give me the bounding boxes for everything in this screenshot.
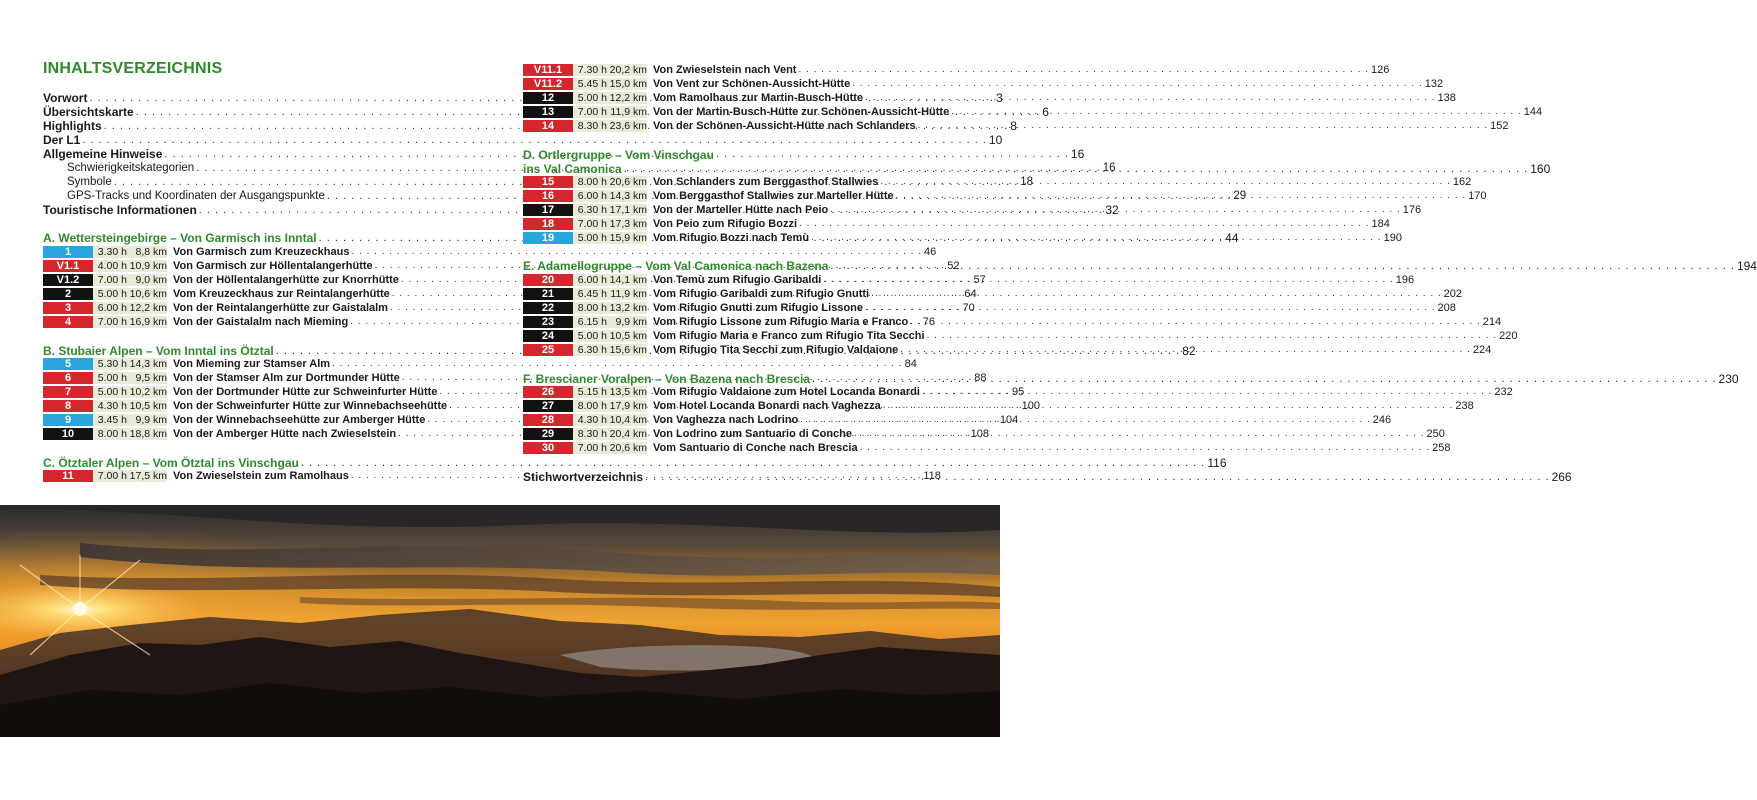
tour-page: 57	[973, 274, 986, 286]
tour-duration: 8.00 h	[573, 176, 607, 188]
tour-distance: 17,5 km	[127, 470, 167, 482]
section-title: D. Ortlergruppe – Vom Vinschgau	[523, 148, 714, 162]
tour-title: Von Peio zum Rifugio Bozzi	[653, 218, 798, 230]
tour-distance: 11,9 km	[607, 106, 647, 118]
tour-page: 88	[974, 372, 987, 384]
tour-leader	[951, 106, 1522, 118]
tour-page: 246	[1372, 414, 1392, 426]
tour-number-badge: 9	[43, 414, 93, 426]
tour-page: 220	[1499, 330, 1518, 342]
section-leader	[301, 456, 1206, 470]
section-title-line2: ins Val Camonica	[523, 162, 622, 176]
tour-duration: 5.45 h	[573, 78, 607, 90]
tour-page: 138	[1437, 92, 1456, 104]
tour-duration: 6.45 h	[573, 288, 607, 300]
tour-distance: 16,9 km	[127, 316, 167, 328]
tour-distance: 10,4 km	[607, 414, 647, 426]
tour-leader	[871, 288, 1442, 300]
toc-entry-leader	[82, 133, 987, 147]
tour-title: Von der Martin-Busch-Hütte zur Schönen-Aussicht-Hütte	[653, 106, 950, 118]
tour-duration: 5.00 h	[93, 386, 127, 398]
tour-duration: 7.00 h	[573, 218, 607, 230]
tour-number-badge: 12	[523, 92, 573, 104]
tour-page: 104	[999, 414, 1019, 426]
tour-title: Vom Ramolhaus zur Martin-Busch-Hütte	[653, 92, 864, 104]
tour-row[interactable]	[523, 442, 1451, 454]
tour-title: Vom Hotel Locanda Bonardi nach Vaghezza	[653, 400, 881, 412]
tour-duration: 7.00 h	[93, 470, 127, 482]
tour-distance: 14,3 km	[127, 358, 167, 370]
tour-row[interactable]	[523, 106, 1543, 118]
tour-duration: 8.00 h	[573, 302, 607, 314]
sunset-mountains-image	[0, 505, 1000, 737]
section-title: A. Wettersteingebirge – Von Garmisch ins Inntal	[43, 231, 317, 245]
tour-duration: 4.30 h	[573, 414, 607, 426]
tour-leader	[800, 414, 1371, 426]
tour-duration: 7.00 h	[573, 442, 607, 454]
tour-distance: 20,2 km	[607, 64, 647, 76]
tour-page: 84	[904, 358, 917, 370]
tour-row[interactable]	[523, 414, 1392, 426]
tour-title: Vom Berggasthof Stallwies zur Marteller Hütte	[653, 190, 894, 202]
tour-distance: 17,1 km	[607, 204, 647, 216]
tour-duration: 6.15 h	[573, 316, 607, 328]
tour-row[interactable]	[523, 330, 1518, 342]
tour-distance: 8,8 km	[127, 246, 167, 258]
tour-distance: 10,2 km	[127, 386, 167, 398]
tour-leader	[798, 64, 1369, 76]
tour-duration: 5.00 h	[573, 330, 607, 342]
tour-distance: 9,9 km	[127, 414, 167, 426]
tour-title: Von Garmisch zur Höllentalangerhütte	[173, 260, 373, 272]
toc-entry-title: Vorwort	[43, 91, 88, 105]
tour-page: 208	[1437, 302, 1456, 314]
index-entry-page: 266	[1551, 470, 1572, 484]
tour-number-badge: 26	[523, 386, 573, 398]
tour-duration: 4.30 h	[93, 400, 127, 412]
tour-page: 232	[1494, 386, 1513, 398]
tour-title: Von Vent zur Schönen-Aussicht-Hütte	[653, 78, 851, 90]
tour-title: Vom Rifugio Valdaione zum Hotel Locanda Bonardi	[653, 386, 920, 398]
tour-page: 238	[1455, 400, 1474, 412]
tour-page: 184	[1371, 218, 1390, 230]
toc-entry-page: 32	[1105, 203, 1119, 217]
section-leader	[830, 259, 1735, 273]
tour-page: 250	[1426, 428, 1445, 440]
tour-title: Von der Marteller Hütte nach Peio	[653, 204, 829, 216]
tour-row[interactable]	[523, 78, 1444, 90]
tour-number-badge: 1	[43, 246, 93, 258]
tour-title: Von der Schweinfurter Hütte zur Winnebachseehütte	[173, 400, 448, 412]
tour-leader	[799, 218, 1370, 230]
tour-leader	[852, 78, 1423, 90]
section-leader	[624, 162, 1529, 176]
tour-number-badge: 25	[523, 344, 573, 356]
toc-subentry-page: 16	[1102, 162, 1116, 174]
tour-leader	[900, 344, 1471, 356]
tour-number-badge: 8	[43, 400, 93, 412]
tour-number-badge: 27	[523, 400, 573, 412]
tour-distance: 12,2 km	[127, 302, 167, 314]
section-page: 44	[1225, 231, 1239, 245]
tour-title: Von der Gaistalalm nach Mieming	[173, 316, 349, 328]
section-title: C. Ötztaler Alpen – Vom Ötztal ins Vinschgau	[43, 456, 299, 470]
tour-title: Von der Stamser Alm zur Dortmunder Hütte	[173, 372, 400, 384]
tour-distance: 9,5 km	[127, 372, 167, 384]
tour-leader	[823, 274, 1394, 286]
tour-title: Von Mieming zur Stamser Alm	[173, 358, 331, 370]
section-heading[interactable]	[523, 259, 1757, 273]
tour-page: 258	[1432, 442, 1451, 454]
tour-page: 64	[964, 288, 977, 300]
tour-distance: 18,8 km	[127, 428, 167, 440]
tour-page: 176	[1402, 204, 1422, 216]
toc-entry-title: Allgemeine Hinweise	[43, 147, 163, 161]
tour-title: Von Zwieselstein nach Vent	[653, 64, 797, 76]
tour-duration: 4.00 h	[93, 260, 127, 272]
section-heading-continued[interactable]	[523, 162, 1551, 176]
tour-number-badge: 22	[523, 302, 573, 314]
index-entry[interactable]	[523, 470, 1572, 484]
tour-page: 132	[1424, 78, 1444, 90]
tour-title: Vom Rifugio Garibaldi zum Rifugio Gnutti	[653, 288, 870, 300]
section-title: F. Brescianer Voralpen – Von Bazena nach Brescia	[523, 372, 811, 386]
tour-distance: 9,9 km	[607, 316, 647, 328]
toc-entry-title: Touristische Informationen	[43, 203, 197, 217]
tour-number-badge: 6	[43, 372, 93, 384]
tour-row[interactable]	[523, 288, 1463, 300]
tour-title: Vom Rifugio Bozzi nach Temù	[653, 232, 810, 244]
tour-title: Vom Kreuzeckhaus zur Reintalangerhütte	[173, 288, 390, 300]
tour-title: Von der Reintalangerhütte zur Gaistalalm	[173, 302, 388, 314]
tour-page: 108	[970, 428, 989, 440]
toc-subentry-page: 18	[1020, 176, 1034, 188]
toc-entry-title: Highlights	[43, 119, 102, 133]
index-entry-leader	[645, 470, 1550, 484]
tour-number-badge: 4	[43, 316, 93, 328]
tour-page: 76	[922, 316, 936, 328]
index-entry-title: Stichwortverzeichnis	[523, 470, 644, 484]
tour-title: Von Lodrino zum Santuario di Conche	[653, 428, 853, 440]
tour-number-badge: 17	[523, 204, 573, 216]
tour-leader	[927, 330, 1498, 342]
toc-subentry-title: Schwierigkeitskategorien	[67, 162, 195, 174]
tour-page: 126	[1370, 64, 1390, 76]
tour-distance: 17,9 km	[607, 400, 647, 412]
tour-page: 118	[923, 470, 941, 482]
tour-row[interactable]	[523, 316, 1502, 328]
toc-entry-page: 10	[988, 133, 1003, 147]
tour-title: Vom Rifugio Tita Secchi zum Rifugio Valdaione	[653, 344, 899, 356]
tour-page: 70	[962, 302, 975, 314]
tour-duration: 6.00 h	[573, 190, 607, 202]
section-page: 160	[1530, 162, 1551, 176]
tour-distance: 13,2 km	[607, 302, 647, 314]
section-page: 230	[1718, 372, 1739, 386]
tour-page: 196	[1395, 274, 1415, 286]
tour-distance: 23,6 km	[607, 120, 647, 132]
tour-duration: 8.30 h	[573, 428, 607, 440]
tour-number-badge: 10	[43, 428, 93, 440]
tour-distance: 14,1 km	[607, 274, 647, 286]
tour-duration: 6.00 h	[93, 302, 127, 314]
tour-number-badge: V11.2	[523, 78, 573, 90]
tour-distance: 13,5 km	[607, 386, 647, 398]
section-heading[interactable]	[523, 148, 957, 162]
tour-duration: 5.00 h	[93, 288, 127, 300]
tour-leader	[880, 176, 1451, 188]
tour-distance: 15,0 km	[607, 78, 647, 90]
tour-number-badge: 19	[523, 232, 573, 244]
tour-duration: 5.00 h	[93, 372, 127, 384]
tour-number-badge: 11	[43, 470, 93, 482]
tour-number-badge: 3	[43, 302, 93, 314]
tour-row[interactable]	[43, 358, 917, 370]
tour-leader	[883, 400, 1454, 412]
tour-duration: 6.30 h	[573, 204, 607, 216]
toc-subentry-title: Symbole	[67, 176, 112, 188]
tour-title: Von der Winnebachseehütte zur Amberger Hütte	[173, 414, 426, 426]
tour-number-badge: 29	[523, 428, 573, 440]
tour-page: 202	[1443, 288, 1463, 300]
tour-leader	[918, 120, 1489, 132]
tour-distance: 20,6 km	[607, 442, 647, 454]
tour-duration: 5.30 h	[93, 358, 127, 370]
section-page: 82	[1182, 344, 1196, 358]
tour-leader	[860, 442, 1431, 454]
tour-duration: 5.00 h	[573, 232, 607, 244]
toc-entry-page: 16	[1070, 147, 1085, 161]
toc-entry-title: Übersichtskarte	[43, 105, 134, 119]
tour-row[interactable]	[523, 218, 1390, 230]
tour-page: 190	[1383, 232, 1402, 244]
section-title: B. Stubaier Alpen – Vom Inntal ins Ötztal	[43, 344, 274, 358]
tour-page: 100	[1021, 400, 1041, 412]
tour-title: Vom Rifugio Gnutti zum Rifugio Lissone	[653, 302, 863, 314]
toc-entry-page: 8	[1010, 119, 1017, 133]
tour-leader	[811, 232, 1382, 244]
tour-number-badge: 2	[43, 288, 93, 300]
tour-leader	[830, 204, 1401, 216]
tour-number-badge: 23	[523, 316, 573, 328]
tour-distance: 14,3 km	[607, 190, 647, 202]
tour-number-badge: 5	[43, 358, 93, 370]
tour-distance: 15,9 km	[607, 232, 647, 244]
tour-title: Von Garmisch zum Kreuzeckhaus	[173, 246, 350, 258]
tour-duration: 7.30 h	[573, 64, 607, 76]
tour-distance: 12,2 km	[607, 92, 647, 104]
tour-duration: 7.00 h	[93, 274, 127, 286]
tour-number-badge: 18	[523, 218, 573, 230]
tour-title: Von Temù zum Rifugio Garibaldi	[653, 274, 822, 286]
tour-leader	[922, 386, 1493, 398]
tour-page: 95	[1011, 386, 1025, 398]
tour-leader	[896, 190, 1467, 202]
toc-subentry-title: GPS-Tracks und Koordinaten der Ausgangspunkte	[67, 190, 325, 202]
tour-title: Vom Santuario di Conche nach Brescia	[653, 442, 858, 454]
tour-number-badge: 28	[523, 414, 573, 426]
tour-title: Von Zwieselstein zum Ramolhaus	[173, 470, 349, 482]
tour-number-badge: 30	[523, 442, 573, 454]
tour-number-badge: 7	[43, 386, 93, 398]
tour-distance: 20,4 km	[607, 428, 647, 440]
section-heading[interactable]	[43, 456, 1227, 470]
tour-title: Von der Schönen-Aussicht-Hütte nach Schlanders	[653, 120, 916, 132]
tour-title: Von Vaghezza nach Lodrino	[653, 414, 799, 426]
tour-page: 144	[1523, 106, 1543, 118]
tour-title: Von der Höllentalangerhütte zur Knorrhütte	[173, 274, 399, 286]
tour-number-badge: 15	[523, 176, 573, 188]
tour-duration: 6.00 h	[573, 274, 607, 286]
tour-duration: 6.30 h	[573, 344, 607, 356]
tour-distance: 10,5 km	[607, 330, 647, 342]
tour-distance: 20,6 km	[607, 176, 647, 188]
tour-leader	[910, 316, 1481, 328]
tour-page: 170	[1468, 190, 1487, 202]
tour-row[interactable]	[523, 92, 1456, 104]
tour-duration: 7.00 h	[573, 106, 607, 118]
tour-duration: 8.00 h	[93, 428, 127, 440]
tour-number-badge: V1.2	[43, 274, 93, 286]
tour-title: Von der Dortmunder Hütte zur Schweinfurter Hütte	[173, 386, 438, 398]
tour-leader	[854, 428, 1425, 440]
tour-row[interactable]	[43, 246, 937, 258]
tour-title: Vom Rifugio Maria e Franco zum Rifugio Tita Secchi	[653, 330, 925, 342]
tour-page: 46	[924, 246, 937, 258]
tour-duration: 8.00 h	[573, 400, 607, 412]
tour-distance: 10,5 km	[127, 400, 167, 412]
toc-entry-page: 6	[1042, 105, 1049, 119]
tour-number-badge: V11.1	[523, 64, 573, 76]
tour-page: 214	[1482, 316, 1502, 328]
tour-page: 162	[1452, 176, 1472, 188]
tour-distance: 17,3 km	[607, 218, 647, 230]
tour-title: Von der Amberger Hütte nach Zwieselstein	[173, 428, 397, 440]
section-page: 194	[1736, 259, 1757, 273]
tour-leader	[351, 246, 922, 258]
tour-number-badge: 24	[523, 330, 573, 342]
tour-distance: 9,0 km	[127, 274, 167, 286]
toc-subentry-page: 29	[1233, 190, 1247, 202]
tour-number-badge: 16	[523, 190, 573, 202]
tour-page: 152	[1490, 120, 1509, 132]
toc-entry-page: 3	[995, 91, 1003, 105]
tour-duration: 8.30 h	[573, 120, 607, 132]
tour-leader	[332, 358, 903, 370]
tour-duration: 7.00 h	[93, 316, 127, 328]
tour-distance: 15,6 km	[607, 344, 647, 356]
tour-distance: 10,9 km	[127, 260, 167, 272]
tour-page: 52	[947, 260, 960, 272]
tour-row[interactable]	[523, 120, 1509, 132]
tour-leader	[865, 92, 1436, 104]
tour-number-badge: 13	[523, 106, 573, 118]
tour-page: 224	[1472, 344, 1492, 356]
tour-leader	[865, 302, 1436, 314]
tour-number-badge: V1.1	[43, 260, 93, 272]
tour-duration: 5.00 h	[573, 92, 607, 104]
tour-number-badge: 21	[523, 288, 573, 300]
toc-entry[interactable]	[43, 133, 1003, 147]
toc-entry-title: Der L1	[43, 133, 81, 147]
tour-number-badge: 14	[523, 120, 573, 132]
tour-distance: 10,6 km	[127, 288, 167, 300]
toc-heading: INHALTSVERZEICHNIS	[43, 60, 223, 77]
tour-duration: 5.15 h	[573, 386, 607, 398]
tour-duration: 3.45 h	[93, 414, 127, 426]
tour-title: Vom Rifugio Lissone zum Rifugio Maria e Franco	[653, 316, 909, 328]
tour-number-badge: 20	[523, 274, 573, 286]
tour-title: Von Schlanders zum Berggasthof Stallwies	[653, 176, 879, 188]
section-leader	[812, 372, 1717, 386]
tour-row[interactable]	[523, 64, 1390, 76]
tour-distance: 11,9 km	[607, 288, 647, 300]
section-title: E. Adamellogruppe – Vom Val Camonica nach Bazena	[523, 259, 829, 273]
tour-duration: 3.30 h	[93, 246, 127, 258]
section-page: 116	[1207, 456, 1227, 470]
